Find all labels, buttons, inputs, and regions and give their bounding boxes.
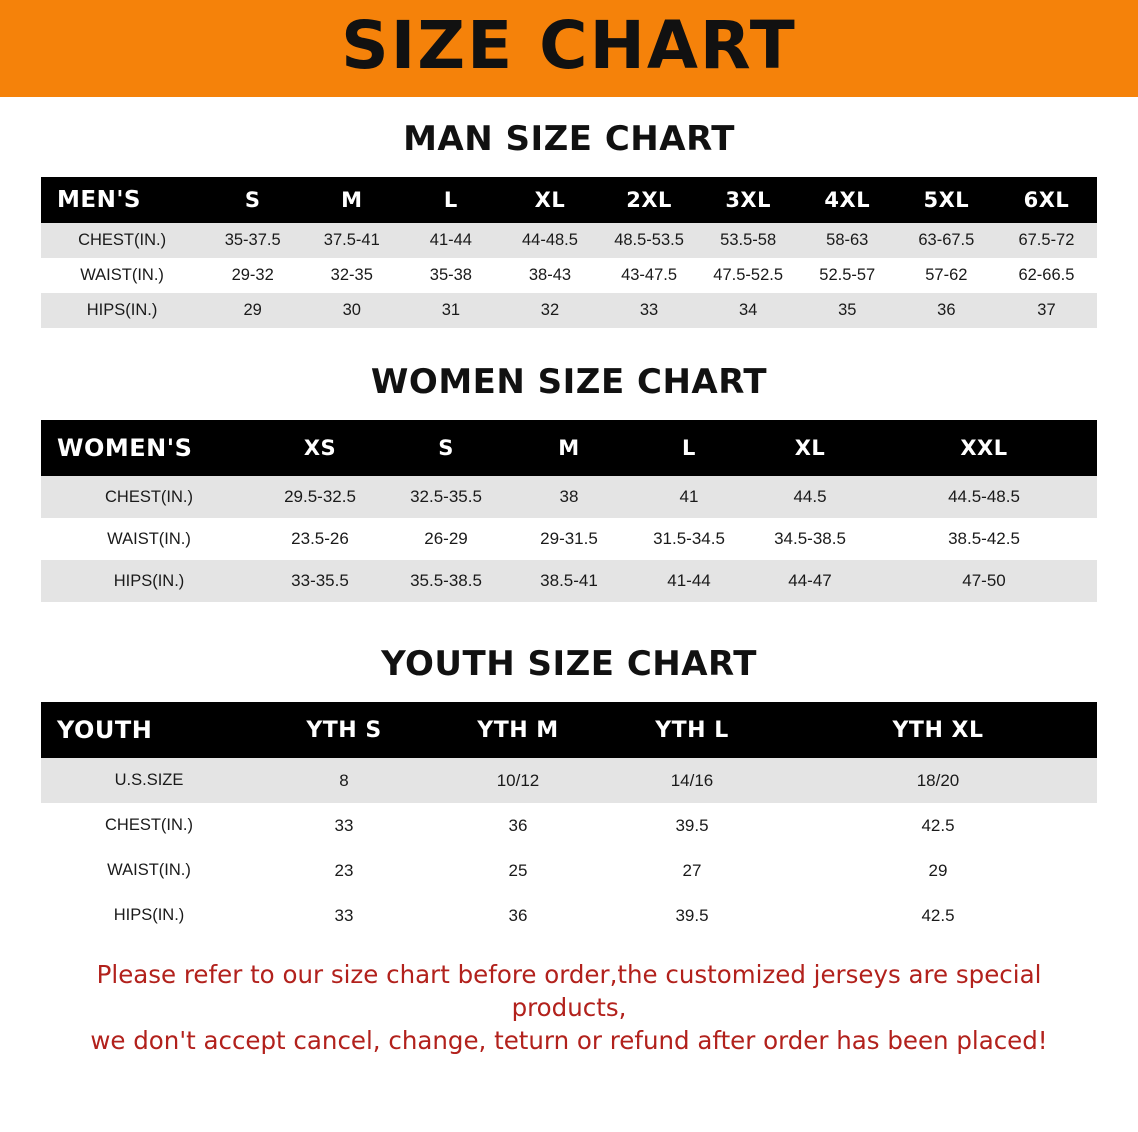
disclaimer-line-1: Please refer to our size chart before order,the customized jerseys are special products, — [96, 960, 1042, 1023]
youth-us-size-s: 8 — [257, 758, 431, 803]
youth-waist-l: 27 — [605, 848, 779, 893]
man-size-4xl: 4XL — [824, 188, 871, 212]
women-hips-xxl: 47-50 — [962, 571, 1006, 590]
women-waist-s: 26-29 — [424, 529, 468, 548]
youth-hips-m: 36 — [431, 893, 605, 938]
youth-size-s: YTH S — [306, 717, 382, 743]
man-hips-l: 31 — [441, 301, 461, 319]
women-hips-xs: 33-35.5 — [291, 571, 349, 590]
man-chest-s: 35-37.5 — [224, 231, 281, 249]
man-size-3xl: 3XL — [725, 188, 771, 212]
page-banner — [0, 0, 1138, 97]
man-size-5xl: 5XL — [923, 188, 970, 212]
man-waist-s: 29-32 — [231, 266, 274, 284]
man-waist-2xl: 43-47.5 — [621, 266, 678, 284]
youth-us-size-xl: 18/20 — [779, 758, 1097, 803]
man-hips-xl: 32 — [540, 301, 560, 319]
youth-chest-m: 36 — [431, 803, 605, 848]
youth-size-xl: YTH XL — [892, 717, 984, 743]
table-row — [41, 560, 1097, 602]
man-hips-4xl: 35 — [838, 301, 857, 319]
man-chest-m: 37.5-41 — [323, 231, 380, 249]
table-row — [41, 476, 1097, 518]
man-waist-4xl: 52.5-57 — [819, 266, 876, 284]
man-chest-5xl: 63-67.5 — [918, 231, 975, 249]
man-size-xl: XL — [534, 188, 566, 212]
man-size-table — [41, 177, 1097, 328]
women-size-xl: XL — [794, 436, 826, 460]
youth-waist-s: 23 — [257, 848, 431, 893]
man-hips-2xl: 33 — [639, 301, 659, 319]
man-chest-xl: 44-48.5 — [521, 231, 578, 249]
table-row — [41, 893, 1097, 938]
man-size-s: S — [244, 188, 261, 212]
youth-header-label: YOUTH — [57, 716, 153, 744]
youth-size-m: YTH M — [477, 717, 559, 743]
youth-waist-m: 25 — [431, 848, 605, 893]
women-header-label: WOMEN'S — [57, 434, 193, 462]
women-row-label-waist: WAIST(IN.) — [107, 529, 191, 548]
women-waist-xl: 34.5-38.5 — [774, 529, 846, 548]
women-chest-xs: 29.5-32.5 — [284, 487, 356, 506]
youth-table-header-row — [41, 702, 1097, 758]
man-row-label-hips: HIPS(IN.) — [86, 301, 158, 319]
man-chest-6xl: 67.5-72 — [1018, 231, 1075, 249]
man-waist-3xl: 47.5-52.5 — [713, 266, 784, 284]
women-size-l: L — [682, 436, 696, 460]
youth-size-table — [41, 702, 1097, 938]
women-waist-xs: 23.5-26 — [291, 529, 349, 548]
youth-row-label-hips: HIPS(IN.) — [41, 893, 257, 938]
man-hips-s: 29 — [243, 301, 262, 319]
youth-section-title: YOUTH SIZE CHART — [381, 644, 757, 684]
table-row — [41, 293, 1097, 328]
man-section-title: MAN SIZE CHART — [403, 119, 735, 159]
man-chest-4xl: 58-63 — [826, 231, 869, 249]
youth-chest-l: 39.5 — [605, 803, 779, 848]
youth-chest-s: 33 — [257, 803, 431, 848]
youth-row-label-waist: WAIST(IN.) — [41, 848, 257, 893]
youth-chest-xl: 42.5 — [779, 803, 1097, 848]
women-size-table — [41, 420, 1097, 602]
disclaimer-note — [41, 958, 1097, 1057]
youth-row-label-chest: CHEST(IN.) — [41, 803, 257, 848]
women-chest-xxl: 44.5-48.5 — [948, 487, 1020, 506]
man-row-label-waist: WAIST(IN.) — [80, 266, 164, 284]
women-size-xs: XS — [303, 436, 337, 460]
disclaimer-line-2: we don't accept cancel, change, teturn or refund after order has been placed! — [90, 1026, 1048, 1056]
man-header-label: MEN'S — [57, 187, 141, 213]
man-size-l: L — [443, 188, 458, 212]
women-row-label-hips: HIPS(IN.) — [113, 571, 185, 590]
table-row — [41, 848, 1097, 893]
table-row — [41, 803, 1097, 848]
youth-size-l: YTH L — [655, 717, 729, 743]
man-chest-2xl: 48.5-53.5 — [614, 231, 684, 249]
man-waist-xl: 38-43 — [528, 266, 572, 284]
women-section-title: WOMEN SIZE CHART — [370, 362, 768, 402]
man-chest-l: 41-44 — [429, 231, 472, 249]
man-waist-m: 32-35 — [330, 266, 373, 284]
women-hips-s: 35.5-38.5 — [410, 571, 482, 590]
man-hips-m: 30 — [342, 301, 361, 319]
women-chest-l: 41 — [679, 487, 699, 506]
man-row-label-chest: CHEST(IN.) — [78, 231, 167, 249]
women-waist-xxl: 38.5-42.5 — [948, 529, 1020, 548]
women-waist-l: 31.5-34.5 — [653, 529, 725, 548]
man-waist-6xl: 62-66.5 — [1018, 266, 1075, 284]
women-size-xxl: XXL — [960, 436, 1008, 460]
table-row — [41, 223, 1097, 258]
table-row — [41, 518, 1097, 560]
youth-hips-xl: 42.5 — [779, 893, 1097, 938]
man-hips-3xl: 34 — [738, 301, 758, 319]
man-hips-5xl: 36 — [937, 301, 956, 319]
man-waist-5xl: 57-62 — [925, 266, 968, 284]
man-waist-l: 35-38 — [429, 266, 472, 284]
women-waist-m: 29-31.5 — [540, 529, 598, 548]
youth-hips-s: 33 — [257, 893, 431, 938]
youth-us-size-m: 10/12 — [431, 758, 605, 803]
youth-waist-xl: 29 — [779, 848, 1097, 893]
youth-hips-l: 39.5 — [605, 893, 779, 938]
women-chest-m: 38 — [559, 487, 579, 506]
page-title: SIZE CHART — [341, 6, 797, 84]
man-table-header-row — [41, 177, 1097, 223]
women-hips-l: 41-44 — [667, 571, 711, 590]
women-size-s: S — [438, 436, 454, 460]
women-size-m: M — [558, 436, 580, 460]
man-hips-6xl: 37 — [1037, 301, 1056, 319]
women-chest-xl: 44.5 — [793, 487, 827, 506]
man-size-m: M — [341, 188, 363, 212]
youth-us-size-l: 14/16 — [605, 758, 779, 803]
table-row — [41, 258, 1097, 293]
table-row — [41, 758, 1097, 803]
man-size-2xl: 2XL — [626, 188, 672, 212]
women-hips-xl: 44-47 — [788, 571, 832, 590]
women-table-header-row — [41, 420, 1097, 476]
man-size-6xl: 6XL — [1023, 188, 1070, 212]
man-chest-3xl: 53.5-58 — [720, 231, 777, 249]
youth-row-label-us-size: U.S.SIZE — [41, 758, 257, 803]
women-row-label-chest: CHEST(IN.) — [105, 487, 193, 506]
women-hips-m: 38.5-41 — [540, 571, 598, 590]
women-chest-s: 32.5-35.5 — [410, 487, 482, 506]
